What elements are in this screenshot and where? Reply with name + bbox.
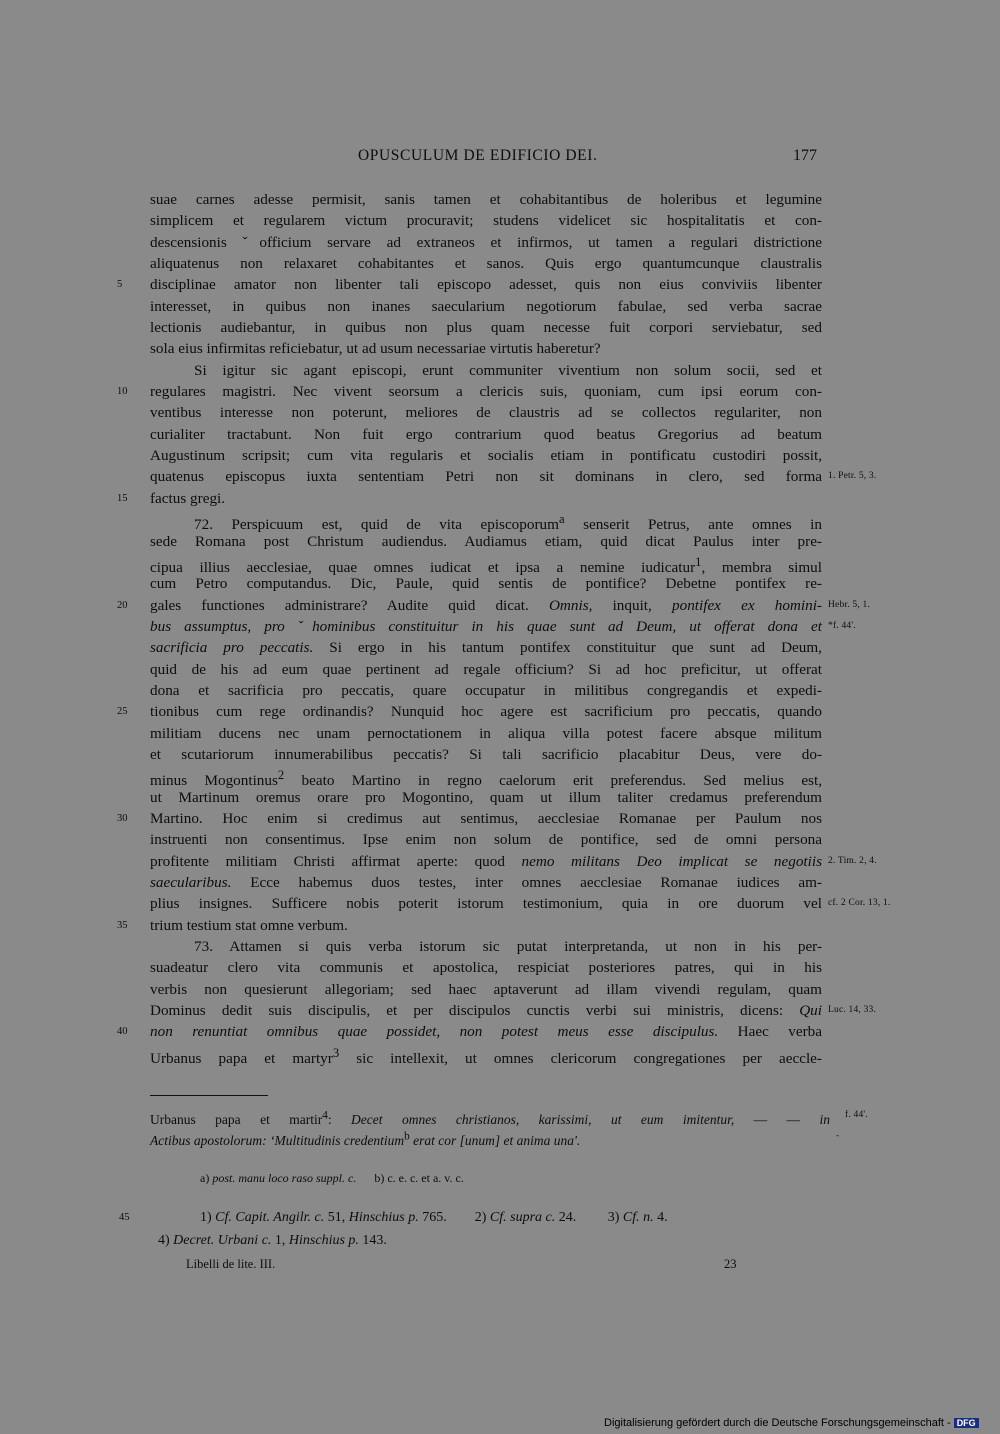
text-line-content: cum Petro computandus. Dic, Paule, quid sentis de pontifice? Debetne pontifex re- — [150, 575, 822, 593]
text-line — [150, 893, 891, 914]
text-line — [150, 616, 856, 637]
text-line-content: 73. Attamen si quis verba istorum sic putat interpretanda, ut non in his per- — [194, 938, 822, 956]
text-line-content: interesset, in quibus non inanes saecularium negotiorum fabulae, sed verba sacrae — [150, 297, 822, 315]
text-line — [117, 1021, 822, 1042]
text-line — [150, 680, 822, 701]
text-line-content: suae carnes adesse permisit, sanis tamen et cohabitantibus de holeribus et legumine — [150, 191, 822, 208]
text-line — [150, 637, 822, 658]
text-line-content: simplicem et regularem victum procuravit; studens videlicet sic hospitalitatis et con- — [150, 212, 822, 230]
margin-reference: *f. 44'. — [828, 620, 856, 631]
text-line-content: sacrificia pro peccatis. Si ergo in his tantum pontifex constituitur que sunt ad Deum, — [150, 639, 822, 657]
margin-reference: 2. Tim. 2, 4. — [828, 855, 877, 866]
quote-note-margin: f. 44'. — [845, 1110, 868, 1120]
text-line-content: et scutariorum innumerabilibus peccatis? Si tali sacrificio placabitur Deus, vere do- — [150, 745, 822, 763]
text-line — [150, 723, 822, 744]
text-line — [150, 531, 822, 552]
text-line — [150, 402, 822, 423]
text-line — [150, 210, 822, 231]
margin-reference: Luc. 14, 33. — [828, 1005, 877, 1016]
text-line-content: plius insignes. Sufficere nobis poterit istorum testimonium, quia in ore duorum vel — [150, 895, 822, 913]
line-number: 35 — [117, 919, 128, 931]
text-line-content: ventibus interesse non poterunt, meliores de claustris ad se collectos regulariter, non — [150, 404, 822, 422]
text-line-content: sola eius infirmitas reficiebatur, ut ad usum necessariae virtutis haberetur? — [150, 340, 601, 358]
margin-reference: 1. Petr. 5, 3. — [828, 471, 877, 482]
text-line — [117, 701, 822, 722]
text-line — [150, 296, 822, 317]
text-line — [150, 872, 822, 893]
text-line — [150, 445, 822, 466]
quote-note-margin-2: - — [836, 1131, 840, 1141]
text-line — [150, 957, 822, 978]
text-line — [117, 808, 822, 829]
text-line — [150, 936, 822, 957]
text-line — [150, 787, 822, 808]
quote-note-line-2: Actibus apostolorum: ʻMultitudinis credentium$^b$ erat cor [unum] et anima una'. - — [150, 1126, 830, 1151]
text-line — [150, 765, 822, 790]
line-number: 25 — [117, 706, 128, 718]
text-line — [150, 338, 822, 359]
text-line-content: quatenus episcopus iuxta sententiam Petri non sit dominans in clero, sed forma — [150, 468, 822, 486]
text-line-content: trium testium stat omne verbum. — [150, 916, 348, 934]
text-line — [150, 509, 822, 534]
text-line — [150, 1043, 822, 1067]
text-line-content: quid de his ad eum quae pertinent ad regale officium? Si ad hoc preficitur, ut offerat — [150, 660, 822, 678]
text-line — [150, 466, 877, 487]
text-line-content: instruenti non consentimus. Ipse enim non solum de pontifice, sed de omni persona — [150, 831, 822, 849]
text-line-content: aliquatenus non relaxaret cohabitantes et sanos. Quis ergo quantumcunque claustralis — [150, 255, 822, 273]
text-line — [150, 573, 822, 594]
text-line-content: cipua illius aecclesiae, quae omnes iudicat et ipsa a nemine iudicatur$^1$, membra simul — [150, 554, 822, 576]
line-number: 10 — [117, 386, 128, 398]
text-line — [150, 232, 822, 253]
text-line — [150, 360, 822, 381]
text-line-content: dona et sacrificia pro peccatis, quare occupatur in militibus congregandis et expedi- — [150, 681, 822, 699]
text-line-content: Urbanus papa et martyr$^3$ sic intellexit, ut omnes clericorum congregationes per aeccle- — [150, 1045, 822, 1067]
text-line — [150, 851, 877, 872]
signature-left: Libelli de lite. III. — [186, 1257, 276, 1271]
line-number: 5 — [117, 279, 123, 291]
quote-note-line-1: Urbanus papa et martir$^4$: Decet omnes christianos, karissimi, ut eum imitentur, — — in f. 44'. — [150, 1105, 830, 1130]
margin-reference: Hebr. 5, 1. — [828, 599, 871, 610]
line-number: 40 — [117, 1026, 128, 1038]
line-number: 30 — [117, 812, 128, 824]
text-line-content: Martino. Hoc enim si credimus aut sentimus, aecclesiae Romanae per Paulum nos — [150, 809, 822, 827]
text-line — [117, 274, 822, 295]
text-line — [117, 595, 871, 616]
text-line-content: bus assumptus, pro ˇhominibus constituitur in his quae sunt ad Deum, ut offerat dona et — [150, 617, 822, 635]
text-line-content: descensionis ˇofficium servare ad extraneos et infirmos, ut tamen a regulari districtione — [150, 233, 822, 251]
text-line-content: 72. Perspicuum est, quid de vita episcoporum$^a$ senserit Petrus, ante omnes in — [194, 512, 822, 534]
text-line-content: Augustinum scripsit; cum vita regularis et socialis etiam in pontificatu custodiri possit, — [150, 447, 822, 465]
text-line-content: minus Mogontinus$^2$ beato Martino in regno caelorum erit preferendus. Sed melius est, — [150, 768, 822, 790]
text-line — [150, 552, 822, 576]
text-line-content: ut Martinum oremus orare pro Mogontino, quam ut illum taliter credamus preferendum — [150, 788, 822, 806]
footnote-line-number: 45 — [119, 1212, 130, 1223]
page-number: 177 — [793, 147, 817, 164]
text-line — [150, 829, 822, 850]
text-line-content: Dominus dedit suis discipulis, et per discipulos cunctis verbi sui ministris, dicens: Qui — [150, 1002, 822, 1020]
footnote-rule — [150, 1095, 268, 1096]
text-line-content: non renuntiat omnibus quae possidet, non potest meus esse discipulus. Haec verba — [150, 1023, 822, 1041]
line-number: 15 — [117, 492, 128, 504]
text-line-content: curialiter tractabunt. Non fuit ergo contrarium quod beatus Gregorius ad beatum — [150, 425, 822, 443]
signature-right: 23 — [724, 1257, 737, 1271]
text-line-content: verbis non quesierunt allegoriam; sed haec aptaverunt ad illam vivendi regulam, quam — [150, 980, 822, 998]
digitization-footer — [604, 1417, 979, 1429]
dfg-logo: DFG — [954, 1418, 979, 1428]
text-line — [150, 1000, 877, 1021]
running-title: OPUSCULUM DE EDIFICIO DEI. — [358, 147, 598, 164]
footnote-line-2: 4) Decret. Urbani c. 1, Hinschius p. 143. — [158, 1233, 387, 1248]
text-line-content: tionibus cum rege ordinandis? Nunquid hoc agere est sacrificium pro peccatis, quando — [150, 703, 822, 721]
text-line-content: suadeatur clero vita communis et apostolica, respiciat posteriores patres, qui in his — [150, 959, 822, 977]
text-line — [117, 381, 822, 402]
text-line — [150, 253, 822, 274]
line-number: 20 — [117, 599, 128, 611]
text-line — [150, 189, 822, 210]
text-line-content: disciplinae amator non libenter tali episcopo adesset, quis non eius conviviis libenter — [150, 276, 822, 294]
text-line-content: lectionis audiebantur, in quibus non plus quam necesse fuit corpori serviebatur, sed — [150, 319, 822, 337]
text-line-content: gales functiones administrare? Audite quid dicat. Omnis, inquit, pontifex ex homini- — [150, 596, 822, 614]
text-line-content: regulares magistri. Nec vivent seorsum a clericis suis, quoniam, cum ipsi eorum con- — [150, 383, 822, 401]
text-line — [117, 488, 822, 509]
text-line — [150, 317, 822, 338]
text-line — [150, 424, 822, 445]
footer-text: Digitalisierung gefördert durch die Deutsche Forschungsgemeinschaft - — [604, 1417, 951, 1429]
text-line — [150, 659, 822, 680]
textual-notes: a) post. manu loco raso suppl. c. b) c. e. c. et a. v. c. — [200, 1171, 464, 1185]
text-line-content: Si igitur sic agant episcopi, erunt communiter viventium non solum socii, sed et — [194, 361, 822, 379]
text-line-content: profitente militiam Christi affirmat aperte: quod nemo militans Deo implicat se negotiis — [150, 852, 822, 870]
text-line — [150, 744, 822, 765]
text-line-content: factus gregi. — [150, 489, 226, 507]
text-line — [117, 915, 822, 936]
text-line — [150, 979, 822, 1000]
main-text — [117, 189, 891, 1067]
text-line-content: sede Romana post Christum audiendus. Audiamus etiam, quid dicat Paulus inter pre- — [150, 532, 822, 550]
text-line-content: saecularibus. Ecce habemus duos testes, inter omnes aecclesiae Romanae iudices am- — [150, 874, 822, 891]
footnote-line-1: 1) Cf. Capit. Angilr. c. 51, Hinschius p. 765. 2) Cf. supra c. 24. 3) Cf. n. 4. — [200, 1210, 668, 1225]
margin-reference: cf. 2 Cor. 13, 1. — [828, 898, 891, 909]
text-line-content: militiam ducens nec unam pernoctationem in aliqua villa potest facere absque militum — [150, 724, 822, 742]
